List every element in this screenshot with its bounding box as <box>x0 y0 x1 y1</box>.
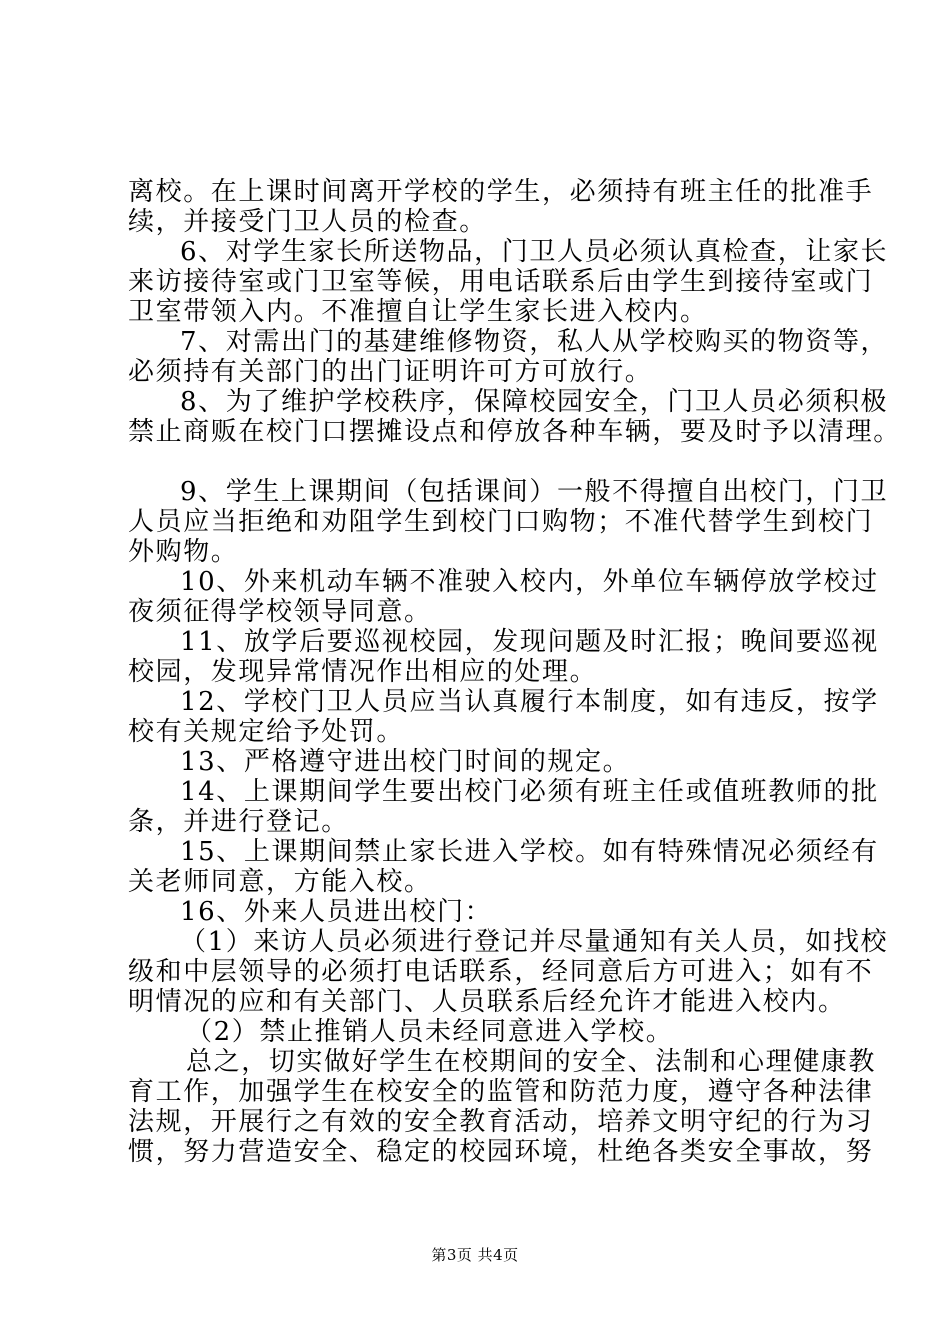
text-line: 禁止商贩在校门口摆摊设点和停放各种车辆，要及时予以清理。 <box>128 417 901 447</box>
text-line: 9、学生上课期间（包括课间）一般不得擅自出校门，门卫 <box>180 477 889 507</box>
text-line: 惯，努力营造安全、稳定的校园环境，杜绝各类安全事故，努 <box>128 1137 874 1167</box>
text-line: 16、外来人员进出校门： <box>180 897 493 927</box>
text-line: 人员应当拒绝和劝阻学生到校门口购物；不准代替学生到校门 <box>128 507 874 537</box>
text-line: 10、外来机动车辆不准驶入校内，外单位车辆停放学校过 <box>180 567 879 597</box>
text-line: 11、放学后要巡视校园，发现问题及时汇报；晚间要巡视 <box>180 627 879 657</box>
text-line: 7、对需出门的基建维修物资，私人从学校购买的物资等， <box>180 327 889 357</box>
text-line: （1）来访人员必须进行登记并尽量通知有关人员，如找校 <box>180 927 889 957</box>
text-line: 法规，开展行之有效的安全教育活动，培养文明守纪的行为习 <box>128 1107 874 1137</box>
text-line: 来访接待室或门卫室等候，用电话联系后由学生到接待室或门 <box>128 267 874 297</box>
text-line: 总之，切实做好学生在校期间的安全、法制和心理健康教 <box>186 1047 877 1077</box>
text-line: 13、严格遵守进出校门时间的规定。 <box>180 747 631 777</box>
page-number: 第3页 共4页 <box>431 1246 519 1264</box>
text-line: 卫室带领入内。不准擅自让学生家长进入校内。 <box>128 297 708 327</box>
text-line: 12、学校门卫人员应当认真履行本制度，如有违反，按学 <box>180 687 879 717</box>
text-line: 必须持有关部门的出门证明许可方可放行。 <box>128 357 653 387</box>
text-line: 15、上课期间禁止家长进入学校。如有特殊情况必须经有 <box>180 837 879 867</box>
text-line: 6、对学生家长所送物品，门卫人员必须认真检查，让家长 <box>180 237 889 267</box>
text-line: 育工作，加强学生在校安全的监管和防范力度，遵守各种法律 <box>128 1077 874 1107</box>
text-line: 外购物。 <box>128 537 239 567</box>
text-line: 续，并接受门卫人员的检查。 <box>128 207 487 237</box>
text-line: 校有关规定给予处罚。 <box>128 717 405 747</box>
text-line: 条，并进行登记。 <box>128 807 349 837</box>
text-line: 明情况的应和有关部门、人员联系后经允许才能进入校内。 <box>128 987 846 1017</box>
text-line: 14、上课期间学生要出校门必须有班主任或值班教师的批 <box>180 777 879 807</box>
text-line: 级和中层领导的必须打电话联系，经同意后方可进入；如有不 <box>128 957 874 987</box>
text-line: 8、为了维护学校秩序，保障校园安全，门卫人员必须积极 <box>180 387 889 417</box>
text-line: 夜须征得学校领导同意。 <box>128 597 432 627</box>
text-line: 离校。在上课时间离开学校的学生，必须持有班主任的批准手 <box>128 177 874 207</box>
text-line: 关老师同意，方能入校。 <box>128 867 432 897</box>
text-line: 校园，发现异常情况作出相应的处理。 <box>128 657 598 687</box>
text-line: （2）禁止推销人员未经同意进入学校。 <box>186 1017 674 1047</box>
